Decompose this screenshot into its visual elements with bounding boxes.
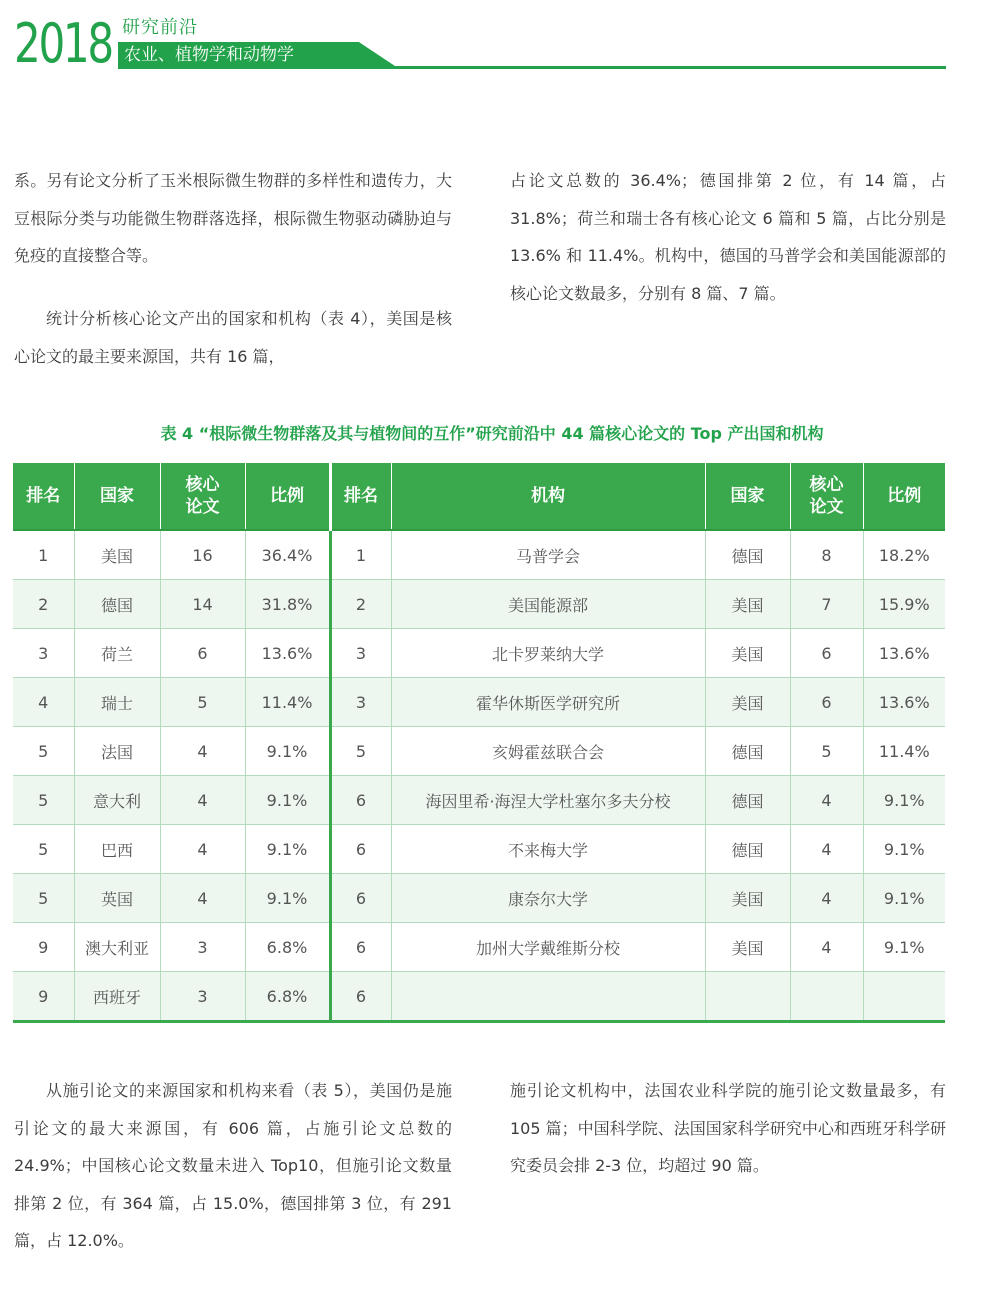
institution-name-cell: 康奈尔大学 [391, 874, 705, 923]
header-rule [118, 66, 946, 69]
institution-core-papers-cell: 5 [790, 727, 863, 776]
country-name-cell: 意大利 [74, 776, 160, 825]
institution-name-cell: 霍华休斯医学研究所 [391, 678, 705, 727]
institution-core-papers-cell: 4 [790, 923, 863, 972]
institution-rank-cell: 6 [330, 972, 391, 1022]
country-share-cell: 6.8% [245, 923, 330, 972]
header-cell: 机构 [391, 463, 705, 530]
country-core-papers-cell: 3 [160, 923, 245, 972]
table-row [13, 825, 945, 874]
header-cell: 比例 [245, 463, 330, 530]
country-name-cell: 英国 [74, 874, 160, 923]
institution-country-cell: 美国 [705, 580, 790, 629]
country-name-cell: 巴西 [74, 825, 160, 874]
institution-country-cell: 美国 [705, 874, 790, 923]
country-rank-cell: 9 [13, 972, 74, 1022]
institution-rank-cell: 5 [330, 727, 391, 776]
country-share-cell: 36.4% [245, 530, 330, 580]
header-cell [160, 463, 245, 530]
institution-core-papers-cell [790, 972, 863, 1022]
institution-core-papers-cell: 6 [790, 678, 863, 727]
header-cell: 排名 [13, 463, 74, 530]
country-rank-cell: 9 [13, 923, 74, 972]
country-name-cell: 瑞士 [74, 678, 160, 727]
paragraph-4: 从施引论文的来源国家和机构来看（表 5），美国仍是施引论文的最大来源国，有 606 篇，占施引论文总数的 24.9%；中国核心论文数量未进入 Top10，但施引论文数量排第 2 位，有 364 篇，占 15.0%，德国排第 3 位，有 291 篇，占 12.0%。 [14, 1081, 452, 1250]
paragraph-2: 统计分析核心论文产出的国家和机构（表 4），美国是核心论文的最主要来源国，共有 16 篇， [14, 309, 452, 366]
institution-country-cell: 德国 [705, 727, 790, 776]
country-core-papers-cell: 3 [160, 972, 245, 1022]
country-name-cell: 西班牙 [74, 972, 160, 1022]
country-rank-cell: 5 [13, 727, 74, 776]
table-row [13, 727, 945, 776]
country-name-cell: 法国 [74, 727, 160, 776]
country-share-cell: 9.1% [245, 776, 330, 825]
institution-share-cell [863, 972, 945, 1022]
institution-country-cell: 美国 [705, 678, 790, 727]
header-cell: 国家 [74, 463, 160, 530]
institution-rank-cell: 1 [330, 530, 391, 580]
institution-core-papers-cell: 4 [790, 874, 863, 923]
header-cell [790, 463, 863, 530]
institution-name-cell: 加州大学戴维斯分校 [391, 923, 705, 972]
institution-share-cell: 11.4% [863, 727, 945, 776]
header-cell: 比例 [863, 463, 945, 530]
country-share-cell: 9.1% [245, 825, 330, 874]
institution-rank-cell: 2 [330, 580, 391, 629]
country-share-cell: 9.1% [245, 727, 330, 776]
header-cell-text: 核心论文 [185, 475, 220, 517]
country-name-cell: 德国 [74, 580, 160, 629]
country-core-papers-cell: 14 [160, 580, 245, 629]
institution-share-cell: 15.9% [863, 580, 945, 629]
country-name-cell: 美国 [74, 530, 160, 580]
institution-rank-cell: 6 [330, 825, 391, 874]
country-core-papers-cell: 4 [160, 874, 245, 923]
header-subject-title: 农业、植物学和动物学 [124, 45, 294, 65]
country-rank-cell: 5 [13, 825, 74, 874]
institution-country-cell: 美国 [705, 923, 790, 972]
header-section-title: 研究前沿 [122, 17, 198, 38]
paragraph-3: 占论文总数的 36.4%；德国排第 2 位，有 14 篇，占 31.8%；荷兰和瑞士各有核心论文 6 篇和 5 篇，占比分别是 13.6% 和 11.4%。机构中，德国的马普学会和美国能源部的核心论文数最多，分别有 8 篇、7 篇。 [510, 171, 946, 303]
institution-share-cell: 9.1% [863, 776, 945, 825]
country-core-papers-cell: 4 [160, 825, 245, 874]
country-rank-cell: 5 [13, 776, 74, 825]
institution-core-papers-cell: 7 [790, 580, 863, 629]
table-header-row [13, 463, 945, 530]
institution-name-cell [391, 972, 705, 1022]
country-share-cell: 6.8% [245, 972, 330, 1022]
institution-rank-cell: 6 [330, 874, 391, 923]
country-name-cell: 荷兰 [74, 629, 160, 678]
institution-name-cell: 不来梅大学 [391, 825, 705, 874]
institution-core-papers-cell: 4 [790, 825, 863, 874]
table-caption: 表 4 “根际微生物群落及其与植物间的互作”研究前沿中 44 篇核心论文的 Top 产出国和机构 [160, 424, 824, 443]
table-row [13, 629, 945, 678]
institution-name-cell: 北卡罗莱纳大学 [391, 629, 705, 678]
institution-name-cell: 亥姆霍兹联合会 [391, 727, 705, 776]
institution-rank-cell: 6 [330, 923, 391, 972]
paragraph-1: 系。另有论文分析了玉米根际微生物群的多样性和遗传力，大豆根际分类与功能微生物群落选择，根际微生物驱动磷胁迫与免疫的直接整合等。 [14, 171, 452, 265]
country-rank-cell: 5 [13, 874, 74, 923]
institution-rank-cell: 3 [330, 629, 391, 678]
country-share-cell: 9.1% [245, 874, 330, 923]
country-core-papers-cell: 6 [160, 629, 245, 678]
institution-rank-cell: 6 [330, 776, 391, 825]
country-core-papers-cell: 4 [160, 776, 245, 825]
table-row [13, 678, 945, 727]
institution-share-cell: 9.1% [863, 874, 945, 923]
institution-country-cell: 德国 [705, 825, 790, 874]
institution-country-cell: 德国 [705, 776, 790, 825]
table-row [13, 776, 945, 825]
institution-country-cell: 美国 [705, 629, 790, 678]
country-rank-cell: 4 [13, 678, 74, 727]
institution-name-cell: 美国能源部 [391, 580, 705, 629]
institution-share-cell: 18.2% [863, 530, 945, 580]
institution-share-cell: 9.1% [863, 825, 945, 874]
institution-rank-cell: 3 [330, 678, 391, 727]
institution-core-papers-cell: 4 [790, 776, 863, 825]
country-rank-cell: 2 [13, 580, 74, 629]
header-year: 2018 [14, 12, 112, 75]
core-papers-table [13, 463, 945, 1023]
institution-core-papers-cell: 6 [790, 629, 863, 678]
institution-core-papers-cell: 8 [790, 530, 863, 580]
header-cell: 排名 [330, 463, 391, 530]
header-cell: 国家 [705, 463, 790, 530]
institution-name-cell: 马普学会 [391, 530, 705, 580]
country-rank-cell: 1 [13, 530, 74, 580]
paragraph-5: 施引论文机构中，法国农业科学院的施引论文数量最多，有 105 篇；中国科学院、法国国家科学研究中心和西班牙科学研究委员会排 2-3 位，均超过 90 篇。 [510, 1081, 946, 1175]
table-row [13, 580, 945, 629]
table-row [13, 923, 945, 972]
country-core-papers-cell: 4 [160, 727, 245, 776]
header-cell-text: 核心论文 [809, 475, 844, 517]
institution-share-cell: 9.1% [863, 923, 945, 972]
institution-country-cell [705, 972, 790, 1022]
institution-country-cell: 德国 [705, 530, 790, 580]
institution-share-cell: 13.6% [863, 678, 945, 727]
country-rank-cell: 3 [13, 629, 74, 678]
country-share-cell: 13.6% [245, 629, 330, 678]
table-row [13, 972, 945, 1022]
country-name-cell: 澳大利亚 [74, 923, 160, 972]
table-row [13, 530, 945, 580]
institution-share-cell: 13.6% [863, 629, 945, 678]
country-share-cell: 31.8% [245, 580, 330, 629]
table-row [13, 874, 945, 923]
country-core-papers-cell: 5 [160, 678, 245, 727]
country-core-papers-cell: 16 [160, 530, 245, 580]
country-share-cell: 11.4% [245, 678, 330, 727]
institution-name-cell: 海因里希·海涅大学杜塞尔多夫分校 [391, 776, 705, 825]
